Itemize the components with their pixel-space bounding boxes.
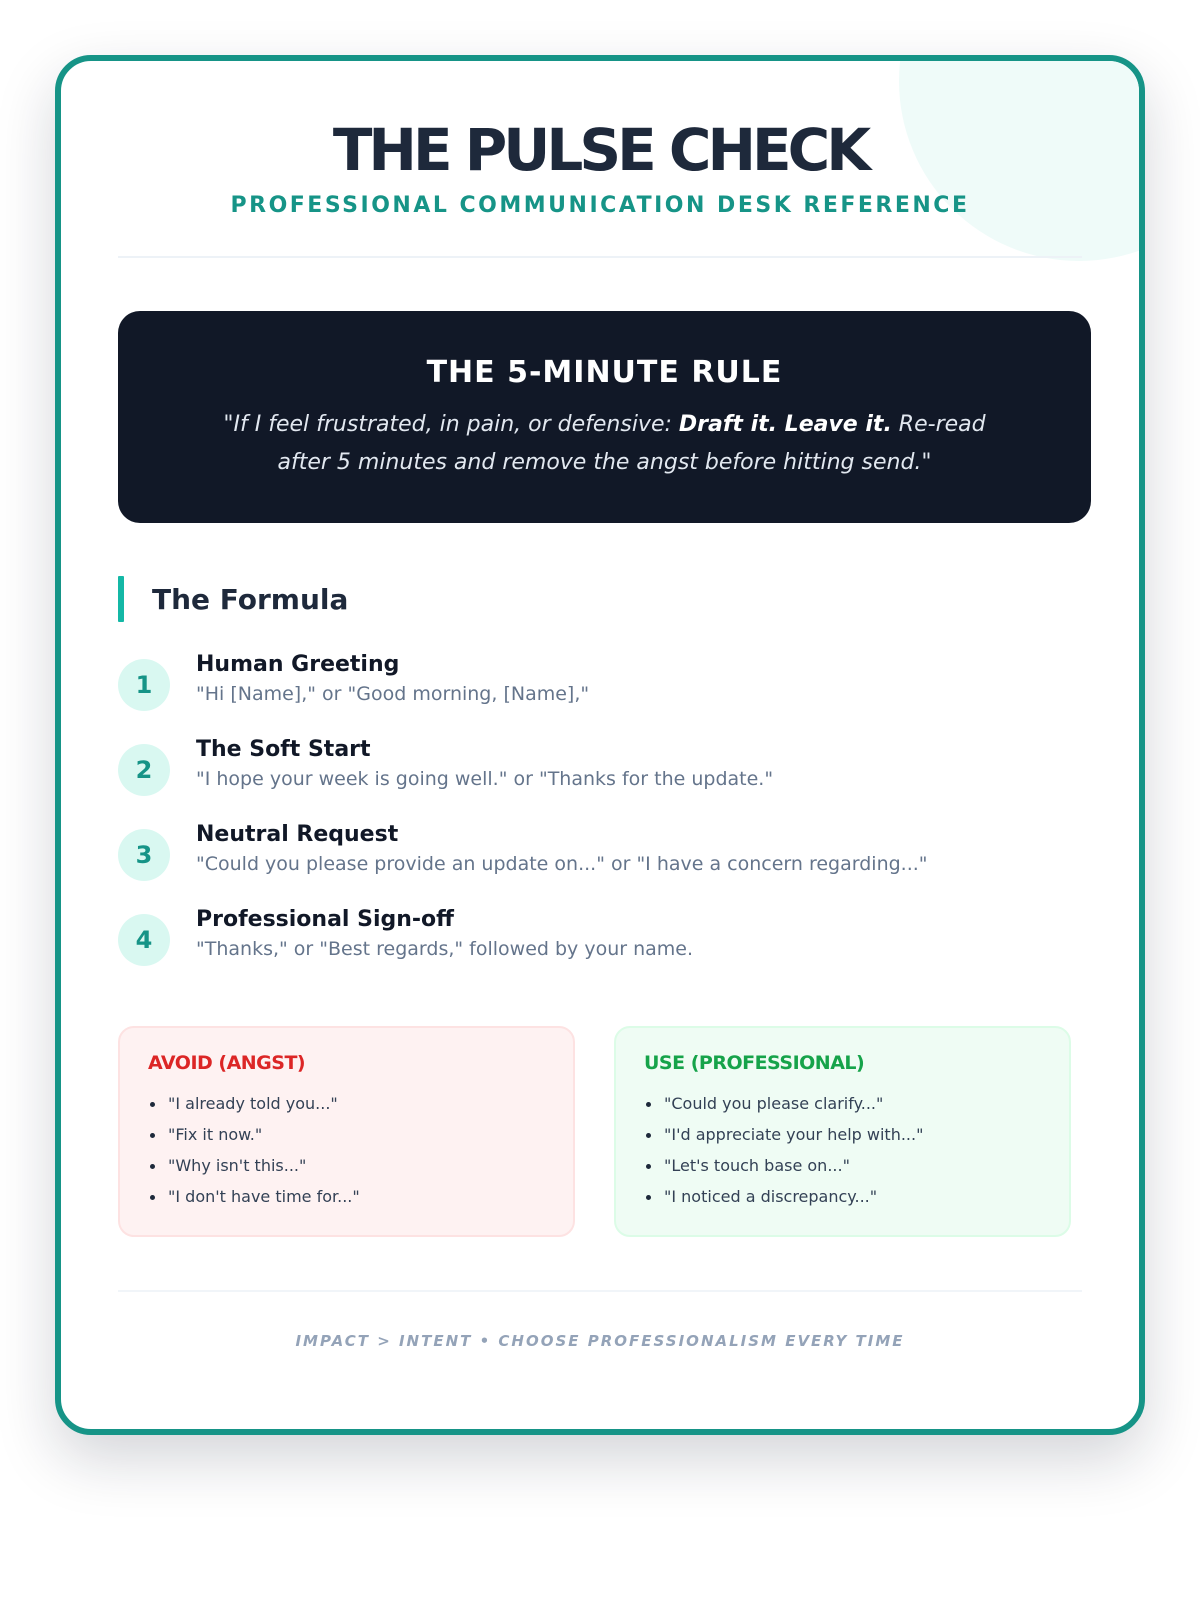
avoid-title: AVOID (ANGST) [148, 1052, 306, 1074]
section-title: The Formula [152, 582, 349, 616]
step-title: The Soft Start [196, 737, 371, 762]
avoid-item: "Why isn't this..." [148, 1150, 545, 1181]
use-item: "I'd appreciate your help with..." [644, 1119, 1041, 1150]
top-divider [118, 256, 1082, 258]
formula-step [118, 822, 1078, 914]
use-item: "Let's touch base on..." [644, 1150, 1041, 1181]
use-item: "Could you please clarify..." [644, 1088, 1041, 1119]
rule-quote-emphasis: Draft it. Leave it. [678, 412, 892, 437]
formula-step [118, 907, 1078, 999]
step-number-badge: 1 [118, 659, 170, 711]
step-title: Professional Sign-off [196, 907, 454, 932]
use-title: USE (PROFESSIONAL) [644, 1052, 865, 1074]
bottom-divider [118, 1290, 1082, 1292]
five-minute-rule-box [118, 311, 1091, 523]
step-description: "I hope your week is going well." or "Thanks for the update." [196, 768, 774, 790]
step-number-badge: 4 [118, 914, 170, 966]
avoid-item: "I don't have time for..." [148, 1181, 545, 1212]
use-panel [614, 1026, 1071, 1237]
page-subtitle: PROFESSIONAL COMMUNICATION DESK REFERENCE [230, 193, 970, 218]
avoid-item: "I already told you..." [148, 1088, 545, 1119]
avoid-panel [118, 1026, 575, 1237]
step-description: "Could you please provide an update on..." or "I have a concern regarding..." [196, 853, 928, 875]
step-description: "Hi [Name]," or "Good morning, [Name]," [196, 683, 590, 705]
formula-step [118, 652, 1078, 744]
rule-quote [195, 406, 1015, 482]
avoid-list [148, 1088, 545, 1212]
step-description: "Thanks," or "Best regards," followed by your name. [196, 938, 694, 960]
use-list [644, 1088, 1041, 1212]
rule-title: THE 5-MINUTE RULE [426, 355, 783, 390]
page-title: THE PULSE CHECK [332, 116, 868, 184]
formula-steps [118, 652, 1078, 999]
step-title: Neutral Request [196, 822, 399, 847]
footer-tagline: IMPACT > INTENT • CHOOSE PROFESSIONALISM EVERY TIME [295, 1332, 905, 1350]
header [61, 116, 1139, 218]
step-number-badge: 2 [118, 744, 170, 796]
rule-quote-prefix: "If I feel frustrated, in pain, or defensive: [223, 412, 679, 437]
step-number-badge: 3 [118, 829, 170, 881]
section-accent-bar [118, 576, 124, 622]
rule-quote-suffix: Re-read after 5 minutes and remove the angst before hitting send." [277, 412, 986, 475]
reference-card [55, 55, 1145, 1435]
use-item: "I noticed a discrepancy..." [644, 1181, 1041, 1212]
formula-step [118, 737, 1078, 829]
formula-section-header [118, 576, 348, 622]
avoid-item: "Fix it now." [148, 1119, 545, 1150]
step-title: Human Greeting [196, 652, 400, 677]
